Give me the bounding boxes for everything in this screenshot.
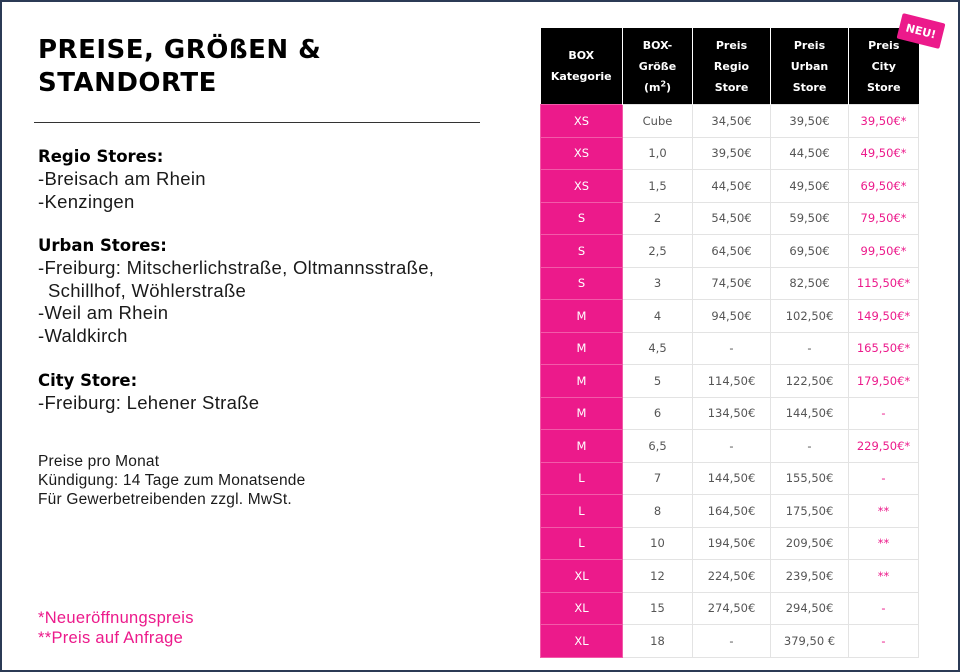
cell-price-urban: 209,50€ — [771, 527, 849, 560]
table-row — [541, 235, 919, 268]
cell-price-city: - — [849, 397, 919, 430]
cell-price-city: 115,50€* — [849, 267, 919, 300]
cell-price-urban: 379,50 € — [771, 625, 849, 658]
cell-category: S — [541, 202, 623, 235]
urban-stores-section — [38, 234, 508, 347]
cell-price-city: 165,50€* — [849, 332, 919, 365]
table-row — [541, 332, 919, 365]
header-price-urban: Preis Urban Store — [771, 28, 849, 105]
table-row — [541, 462, 919, 495]
header-price-city: Preis City Store — [849, 28, 919, 105]
cell-size: 4 — [623, 300, 693, 333]
cell-price-urban: 44,50€ — [771, 137, 849, 170]
cell-price-regio: 144,50€ — [693, 462, 771, 495]
cell-category: XS — [541, 105, 623, 138]
cell-category: L — [541, 462, 623, 495]
cell-size: 12 — [623, 560, 693, 593]
cell-size: 2 — [623, 202, 693, 235]
cell-price-city: 179,50€* — [849, 365, 919, 398]
table-row — [541, 527, 919, 560]
cell-price-city: - — [849, 625, 919, 658]
cell-price-regio: 44,50€ — [693, 170, 771, 203]
table-row — [541, 105, 919, 138]
cell-size: 5 — [623, 365, 693, 398]
cell-price-regio: 194,50€ — [693, 527, 771, 560]
cell-category: M — [541, 332, 623, 365]
cell-category: XL — [541, 560, 623, 593]
table-row — [541, 300, 919, 333]
cell-category: XS — [541, 137, 623, 170]
cell-price-regio: 54,50€ — [693, 202, 771, 235]
cell-category: M — [541, 397, 623, 430]
urban-location: -Weil am Rhein — [38, 302, 169, 323]
new-badge: NEU! — [897, 13, 946, 49]
table-row — [541, 495, 919, 528]
cell-category: S — [541, 235, 623, 268]
footnotes — [38, 608, 508, 648]
cell-price-city: - — [849, 592, 919, 625]
cell-category: L — [541, 495, 623, 528]
urban-location: -Waldkirch — [38, 324, 128, 346]
title-divider — [34, 122, 480, 123]
city-store-section — [38, 369, 508, 415]
regio-location: -Breisach am Rhein — [38, 168, 206, 189]
cell-price-urban: 294,50€ — [771, 592, 849, 625]
cell-price-urban: 49,50€ — [771, 170, 849, 203]
cell-price-regio: 34,50€ — [693, 105, 771, 138]
cell-price-city: 229,50€* — [849, 430, 919, 463]
cell-size: 15 — [623, 592, 693, 625]
footnote-on-request: **Preis auf Anfrage — [38, 629, 184, 647]
city-location: -Freiburg: Lehener Straße — [38, 392, 260, 413]
table-row — [541, 170, 919, 203]
cell-category: S — [541, 267, 623, 300]
urban-location: -Freiburg: Mitscherlichstraße, Oltmannsstraße, — [38, 257, 435, 278]
cell-price-urban: 144,50€ — [771, 397, 849, 430]
cell-size: 6 — [623, 397, 693, 430]
cell-price-regio: 94,50€ — [693, 300, 771, 333]
page-title: PREISE, GRÖßEN & STANDORTE — [38, 35, 322, 98]
cell-category: XL — [541, 592, 623, 625]
cell-price-regio: 164,50€ — [693, 495, 771, 528]
cell-category: L — [541, 527, 623, 560]
table-row — [541, 137, 919, 170]
cell-price-city: 149,50€* — [849, 300, 919, 333]
cell-size: 1,0 — [623, 137, 693, 170]
cell-category: M — [541, 430, 623, 463]
cell-price-city: - — [849, 462, 919, 495]
cell-price-urban: 175,50€ — [771, 495, 849, 528]
pricing-notes — [38, 452, 508, 509]
table-row — [541, 365, 919, 398]
cell-category: M — [541, 365, 623, 398]
table-row — [541, 430, 919, 463]
cell-price-city: ** — [849, 527, 919, 560]
city-heading: City Store: — [38, 371, 138, 390]
cell-price-city: 49,50€* — [849, 137, 919, 170]
cell-price-regio: 224,50€ — [693, 560, 771, 593]
note-line: Kündigung: 14 Tage zum Monatsende — [38, 472, 306, 489]
regio-heading: Regio Stores: — [38, 147, 164, 166]
cell-price-regio: 114,50€ — [693, 365, 771, 398]
cell-price-regio: - — [693, 430, 771, 463]
cell-category: M — [541, 300, 623, 333]
cell-price-regio: - — [693, 625, 771, 658]
note-line: Für Gewerbetreibenden zzgl. MwSt. — [38, 491, 292, 508]
cell-size: 7 — [623, 462, 693, 495]
cell-size: 3 — [623, 267, 693, 300]
cell-price-city: ** — [849, 560, 919, 593]
cell-category: XS — [541, 170, 623, 203]
cell-price-regio: 134,50€ — [693, 397, 771, 430]
table-row — [541, 397, 919, 430]
cell-price-urban: 69,50€ — [771, 235, 849, 268]
cell-price-city: 69,50€* — [849, 170, 919, 203]
cell-price-city: 99,50€* — [849, 235, 919, 268]
cell-price-urban: 82,50€ — [771, 267, 849, 300]
cell-price-city: 79,50€* — [849, 202, 919, 235]
regio-stores-section — [38, 145, 508, 213]
table-row — [541, 625, 919, 658]
cell-price-urban: 59,50€ — [771, 202, 849, 235]
cell-price-regio: - — [693, 332, 771, 365]
table-row — [541, 560, 919, 593]
header-box-size: BOX- Größe $(m^2)$ — [623, 28, 693, 105]
cell-size: 8 — [623, 495, 693, 528]
cell-price-urban: 155,50€ — [771, 462, 849, 495]
price-table — [540, 28, 919, 658]
table-row — [541, 592, 919, 625]
cell-price-city: ** — [849, 495, 919, 528]
regio-location: -Kenzingen — [38, 190, 135, 212]
footnote-new-opening: *Neueröffnungspreis — [38, 609, 194, 627]
cell-size: 1,5 — [623, 170, 693, 203]
cell-category: XL — [541, 625, 623, 658]
cell-size: 6,5 — [623, 430, 693, 463]
cell-price-regio: 74,50€ — [693, 267, 771, 300]
cell-price-urban: 239,50€ — [771, 560, 849, 593]
cell-size: 2,5 — [623, 235, 693, 268]
cell-size: 4,5 — [623, 332, 693, 365]
cell-price-urban: - — [771, 332, 849, 365]
cell-price-urban: 102,50€ — [771, 300, 849, 333]
table-header-row — [541, 28, 919, 105]
cell-price-urban: 122,50€ — [771, 365, 849, 398]
header-box-category: BOX Kategorie — [541, 28, 623, 105]
header-price-regio: Preis Regio Store — [693, 28, 771, 105]
header-unit: $(m^2)$ — [643, 78, 672, 94]
table-row — [541, 202, 919, 235]
urban-heading: Urban Stores: — [38, 236, 167, 255]
cell-size: Cube — [623, 105, 693, 138]
cell-size: 10 — [623, 527, 693, 560]
cell-price-regio: 274,50€ — [693, 592, 771, 625]
cell-price-regio: 64,50€ — [693, 235, 771, 268]
cell-price-city: 39,50€* — [849, 105, 919, 138]
cell-price-urban: - — [771, 430, 849, 463]
cell-price-regio: 39,50€ — [693, 137, 771, 170]
cell-size: 18 — [623, 625, 693, 658]
table-row — [541, 267, 919, 300]
note-line: Preise pro Monat — [38, 453, 160, 470]
urban-location: Schillhof, Wöhlerstraße — [48, 279, 247, 301]
cell-price-urban: 39,50€ — [771, 105, 849, 138]
